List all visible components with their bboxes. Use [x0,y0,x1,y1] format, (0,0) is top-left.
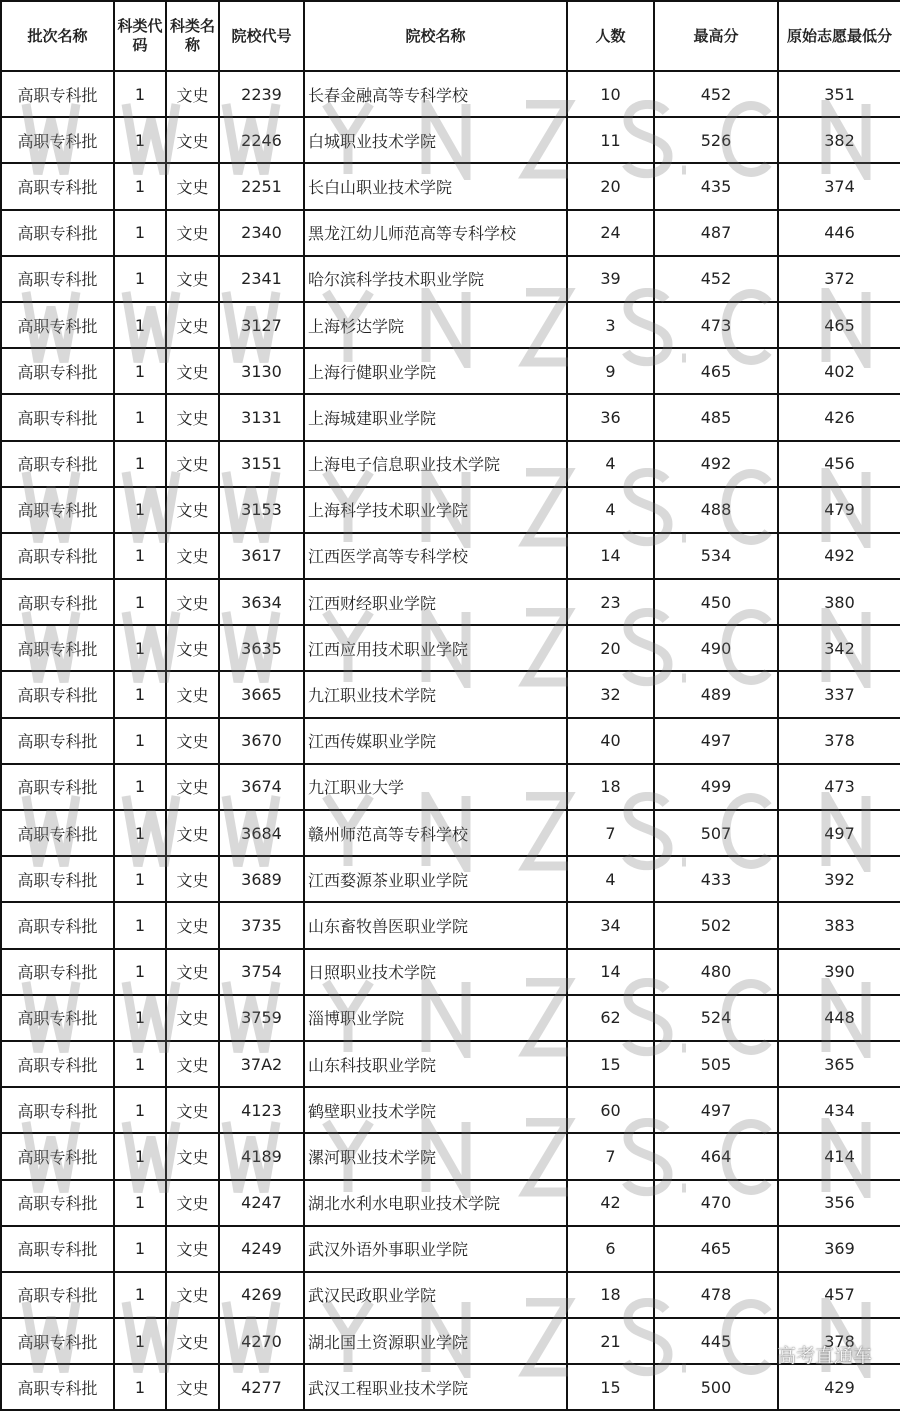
cell-count: 34 [567,902,654,948]
cell-min-score: 369 [778,1226,900,1272]
cell-subject-code: 1 [114,949,166,995]
cell-school-name: 九江职业大学 [304,764,567,810]
cell-subject-code: 1 [114,625,166,671]
cell-min-score: 378 [778,1318,900,1364]
cell-subject-name: 文史 [166,949,219,995]
cell-subject-name: 文史 [166,1272,219,1318]
cell-count: 18 [567,1272,654,1318]
cell-max-score: 497 [654,1087,778,1133]
table-row [1,1272,900,1318]
table-row [1,210,900,256]
table-row [1,856,900,902]
cell-school-name: 上海行健职业学院 [304,348,567,394]
cell-batch-name: 高职专科批 [1,1364,114,1410]
cell-max-score: 445 [654,1318,778,1364]
cell-max-score: 524 [654,995,778,1041]
cell-school-code: 3130 [219,348,304,394]
cell-batch-name: 高职专科批 [1,1272,114,1318]
cell-count: 32 [567,671,654,717]
cell-subject-name: 文史 [166,902,219,948]
cell-subject-code: 1 [114,1180,166,1226]
table-row [1,718,900,764]
cell-count: 6 [567,1226,654,1272]
cell-count: 62 [567,995,654,1041]
cell-school-name: 山东科技职业学院 [304,1041,567,1087]
cell-count: 4 [567,856,654,902]
cell-batch-name: 高职专科批 [1,1041,114,1087]
cell-school-code: 4269 [219,1272,304,1318]
cell-batch-name: 高职专科批 [1,1087,114,1133]
cell-subject-name: 文史 [166,210,219,256]
cell-count: 20 [567,163,654,209]
table-header-row [1,1,900,71]
cell-batch-name: 高职专科批 [1,995,114,1041]
table-row [1,995,900,1041]
table-row [1,163,900,209]
cell-school-code: 2340 [219,210,304,256]
cell-subject-name: 文史 [166,1226,219,1272]
cell-subject-code: 1 [114,1364,166,1410]
cell-batch-name: 高职专科批 [1,1318,114,1364]
cell-batch-name: 高职专科批 [1,210,114,256]
cell-subject-name: 文史 [166,1133,219,1179]
header-subject-name: 科类名称 [166,1,219,71]
cell-subject-code: 1 [114,1133,166,1179]
cell-subject-code: 1 [114,718,166,764]
cell-batch-name: 高职专科批 [1,718,114,764]
cell-min-score: 383 [778,902,900,948]
cell-batch-name: 高职专科批 [1,302,114,348]
cell-subject-code: 1 [114,71,166,117]
cell-school-code: 4123 [219,1087,304,1133]
cell-min-score: 390 [778,949,900,995]
cell-school-name: 武汉工程职业技术学院 [304,1364,567,1410]
cell-batch-name: 高职专科批 [1,671,114,717]
cell-min-score: 446 [778,210,900,256]
cell-count: 11 [567,117,654,163]
cell-max-score: 435 [654,163,778,209]
cell-batch-name: 高职专科批 [1,810,114,856]
cell-min-score: 479 [778,487,900,533]
cell-min-score: 429 [778,1364,900,1410]
cell-batch-name: 高职专科批 [1,348,114,394]
cell-count: 10 [567,71,654,117]
cell-school-code: 2239 [219,71,304,117]
table-row [1,1318,900,1364]
cell-school-name: 江西应用技术职业学院 [304,625,567,671]
cell-subject-name: 文史 [166,348,219,394]
cell-count: 20 [567,625,654,671]
cell-min-score: 378 [778,718,900,764]
cell-subject-code: 1 [114,163,166,209]
cell-max-score: 497 [654,718,778,764]
cell-subject-code: 1 [114,256,166,302]
cell-min-score: 457 [778,1272,900,1318]
cell-max-score: 480 [654,949,778,995]
table-row [1,764,900,810]
table-row [1,394,900,440]
cell-count: 60 [567,1087,654,1133]
table-row [1,1041,900,1087]
cell-subject-name: 文史 [166,117,219,163]
cell-max-score: 450 [654,579,778,625]
cell-school-name: 上海城建职业学院 [304,394,567,440]
cell-max-score: 465 [654,1226,778,1272]
cell-min-score: 356 [778,1180,900,1226]
cell-min-score: 372 [778,256,900,302]
cell-subject-code: 1 [114,210,166,256]
cell-subject-code: 1 [114,1318,166,1364]
cell-subject-name: 文史 [166,441,219,487]
cell-school-name: 武汉民政职业学院 [304,1272,567,1318]
cell-max-score: 505 [654,1041,778,1087]
cell-max-score: 534 [654,533,778,579]
cell-subject-name: 文史 [166,1087,219,1133]
cell-count: 7 [567,810,654,856]
cell-batch-name: 高职专科批 [1,163,114,209]
cell-count: 18 [567,764,654,810]
cell-subject-code: 1 [114,348,166,394]
cell-count: 9 [567,348,654,394]
cell-count: 7 [567,1133,654,1179]
cell-max-score: 502 [654,902,778,948]
cell-school-name: 江西医学高等专科学校 [304,533,567,579]
cell-school-name: 九江职业技术学院 [304,671,567,717]
cell-school-name: 白城职业技术学院 [304,117,567,163]
cell-min-score: 434 [778,1087,900,1133]
cell-school-code: 2251 [219,163,304,209]
cell-min-score: 497 [778,810,900,856]
cell-school-code: 3674 [219,764,304,810]
cell-min-score: 365 [778,1041,900,1087]
cell-subject-name: 文史 [166,302,219,348]
table-row [1,71,900,117]
cell-school-name: 江西财经职业学院 [304,579,567,625]
cell-count: 15 [567,1041,654,1087]
cell-subject-code: 1 [114,533,166,579]
cell-min-score: 402 [778,348,900,394]
cell-subject-code: 1 [114,764,166,810]
cell-subject-code: 1 [114,995,166,1041]
cell-school-name: 江西传媒职业学院 [304,718,567,764]
cell-subject-name: 文史 [166,995,219,1041]
cell-school-code: 3670 [219,718,304,764]
cell-school-code: 4189 [219,1133,304,1179]
cell-school-name: 长春金融高等专科学校 [304,71,567,117]
table-row [1,1180,900,1226]
cell-school-code: 3634 [219,579,304,625]
table-row [1,902,900,948]
cell-batch-name: 高职专科批 [1,1226,114,1272]
cell-max-score: 464 [654,1133,778,1179]
cell-subject-name: 文史 [166,671,219,717]
cell-subject-name: 文史 [166,718,219,764]
cell-max-score: 452 [654,71,778,117]
cell-batch-name: 高职专科批 [1,579,114,625]
cell-max-score: 489 [654,671,778,717]
cell-school-code: 3684 [219,810,304,856]
table-row [1,1226,900,1272]
header-max-score: 最高分 [654,1,778,71]
table-row [1,487,900,533]
cell-school-name: 长白山职业技术学院 [304,163,567,209]
cell-school-code: 3617 [219,533,304,579]
cell-min-score: 392 [778,856,900,902]
cell-school-code: 4270 [219,1318,304,1364]
table-row [1,625,900,671]
cell-school-name: 漯河职业技术学院 [304,1133,567,1179]
cell-max-score: 487 [654,210,778,256]
table-row [1,1087,900,1133]
cell-school-name: 上海电子信息职业技术学院 [304,441,567,487]
cell-subject-code: 1 [114,810,166,856]
cell-school-code: 3131 [219,394,304,440]
cell-subject-code: 1 [114,1041,166,1087]
header-subject-code: 科类代码 [114,1,166,71]
cell-batch-name: 高职专科批 [1,625,114,671]
cell-batch-name: 高职专科批 [1,949,114,995]
cell-count: 14 [567,533,654,579]
cell-school-name: 哈尔滨科学技术职业学院 [304,256,567,302]
cell-subject-code: 1 [114,441,166,487]
cell-min-score: 380 [778,579,900,625]
cell-max-score: 507 [654,810,778,856]
cell-count: 36 [567,394,654,440]
table-row [1,302,900,348]
cell-school-code: 3735 [219,902,304,948]
cell-subject-name: 文史 [166,625,219,671]
cell-count: 40 [567,718,654,764]
cell-max-score: 485 [654,394,778,440]
cell-school-code: 3635 [219,625,304,671]
cell-subject-name: 文史 [166,810,219,856]
cell-school-code: 4249 [219,1226,304,1272]
cell-school-code: 37A2 [219,1041,304,1087]
cell-min-score: 456 [778,441,900,487]
cell-max-score: 470 [654,1180,778,1226]
cell-school-name: 淄博职业学院 [304,995,567,1041]
cell-school-name: 湖北水利水电职业技术学院 [304,1180,567,1226]
cell-count: 3 [567,302,654,348]
cell-count: 23 [567,579,654,625]
cell-school-name: 湖北国土资源职业学院 [304,1318,567,1364]
cell-batch-name: 高职专科批 [1,533,114,579]
cell-school-code: 3689 [219,856,304,902]
table-row [1,949,900,995]
cell-batch-name: 高职专科批 [1,1180,114,1226]
cell-count: 24 [567,210,654,256]
table-row [1,256,900,302]
cell-subject-code: 1 [114,1226,166,1272]
cell-school-name: 上海杉达学院 [304,302,567,348]
cell-max-score: 473 [654,302,778,348]
table-row [1,671,900,717]
cell-min-score: 465 [778,302,900,348]
cell-batch-name: 高职专科批 [1,117,114,163]
header-min-score: 原始志愿最低分 [778,1,900,71]
table-row [1,533,900,579]
cell-school-code: 4277 [219,1364,304,1410]
cell-min-score: 492 [778,533,900,579]
cell-school-name: 鹤壁职业技术学院 [304,1087,567,1133]
cell-school-name: 黑龙江幼儿师范高等专科学校 [304,210,567,256]
table-row [1,1133,900,1179]
header-count: 人数 [567,1,654,71]
table-row [1,579,900,625]
cell-max-score: 499 [654,764,778,810]
cell-batch-name: 高职专科批 [1,856,114,902]
cell-min-score: 342 [778,625,900,671]
cell-school-name: 山东畜牧兽医职业学院 [304,902,567,948]
cell-school-code: 3665 [219,671,304,717]
cell-school-name: 江西婺源茶业职业学院 [304,856,567,902]
cell-batch-name: 高职专科批 [1,764,114,810]
cell-school-code: 3151 [219,441,304,487]
corner-watermark: 高考直通车 [776,1345,872,1367]
cell-subject-code: 1 [114,902,166,948]
header-school-name: 院校名称 [304,1,567,71]
cell-subject-name: 文史 [166,579,219,625]
cell-subject-name: 文史 [166,764,219,810]
cell-subject-name: 文史 [166,1041,219,1087]
cell-batch-name: 高职专科批 [1,441,114,487]
cell-subject-name: 文史 [166,71,219,117]
cell-batch-name: 高职专科批 [1,394,114,440]
cell-subject-name: 文史 [166,256,219,302]
cell-subject-name: 文史 [166,394,219,440]
cell-school-code: 3759 [219,995,304,1041]
cell-max-score: 465 [654,348,778,394]
cell-subject-code: 1 [114,671,166,717]
cell-school-code: 3754 [219,949,304,995]
cell-count: 39 [567,256,654,302]
cell-min-score: 374 [778,163,900,209]
cell-school-name: 上海科学技术职业学院 [304,487,567,533]
cell-min-score: 426 [778,394,900,440]
cell-batch-name: 高职专科批 [1,256,114,302]
cell-school-code: 3153 [219,487,304,533]
cell-min-score: 473 [778,764,900,810]
cell-batch-name: 高职专科批 [1,902,114,948]
table-row [1,441,900,487]
cell-school-name: 武汉外语外事职业学院 [304,1226,567,1272]
table-row [1,117,900,163]
cell-count: 15 [567,1364,654,1410]
cell-min-score: 337 [778,671,900,717]
cell-subject-name: 文史 [166,487,219,533]
cell-max-score: 526 [654,117,778,163]
cell-subject-code: 1 [114,302,166,348]
header-school-code: 院校代号 [219,1,304,71]
cell-count: 14 [567,949,654,995]
cell-school-name: 赣州师范高等专科学校 [304,810,567,856]
cell-max-score: 500 [654,1364,778,1410]
cell-count: 42 [567,1180,654,1226]
cell-max-score: 478 [654,1272,778,1318]
cell-school-code: 3127 [219,302,304,348]
cell-batch-name: 高职专科批 [1,487,114,533]
cell-subject-name: 文史 [166,533,219,579]
cell-min-score: 414 [778,1133,900,1179]
cell-school-code: 2341 [219,256,304,302]
cell-max-score: 492 [654,441,778,487]
cell-school-name: 日照职业技术学院 [304,949,567,995]
cell-subject-name: 文史 [166,163,219,209]
cell-subject-code: 1 [114,856,166,902]
cell-subject-code: 1 [114,1272,166,1318]
cell-school-code: 2246 [219,117,304,163]
cell-subject-code: 1 [114,117,166,163]
cell-subject-code: 1 [114,394,166,440]
table-row [1,810,900,856]
cell-max-score: 490 [654,625,778,671]
cell-school-code: 4247 [219,1180,304,1226]
cell-subject-name: 文史 [166,856,219,902]
cell-subject-name: 文史 [166,1180,219,1226]
cell-max-score: 452 [654,256,778,302]
cell-count: 4 [567,487,654,533]
cell-subject-code: 1 [114,1087,166,1133]
cell-max-score: 433 [654,856,778,902]
cell-subject-name: 文史 [166,1318,219,1364]
header-batch-name: 批次名称 [1,1,114,71]
cell-min-score: 448 [778,995,900,1041]
cell-max-score: 488 [654,487,778,533]
cell-batch-name: 高职专科批 [1,1133,114,1179]
table-row [1,1364,900,1410]
cell-min-score: 351 [778,71,900,117]
cell-batch-name: 高职专科批 [1,71,114,117]
cell-subject-code: 1 [114,487,166,533]
cell-subject-code: 1 [114,579,166,625]
cell-count: 4 [567,441,654,487]
cell-count: 21 [567,1318,654,1364]
cell-subject-name: 文史 [166,1364,219,1410]
table-row [1,348,900,394]
cell-min-score: 382 [778,117,900,163]
